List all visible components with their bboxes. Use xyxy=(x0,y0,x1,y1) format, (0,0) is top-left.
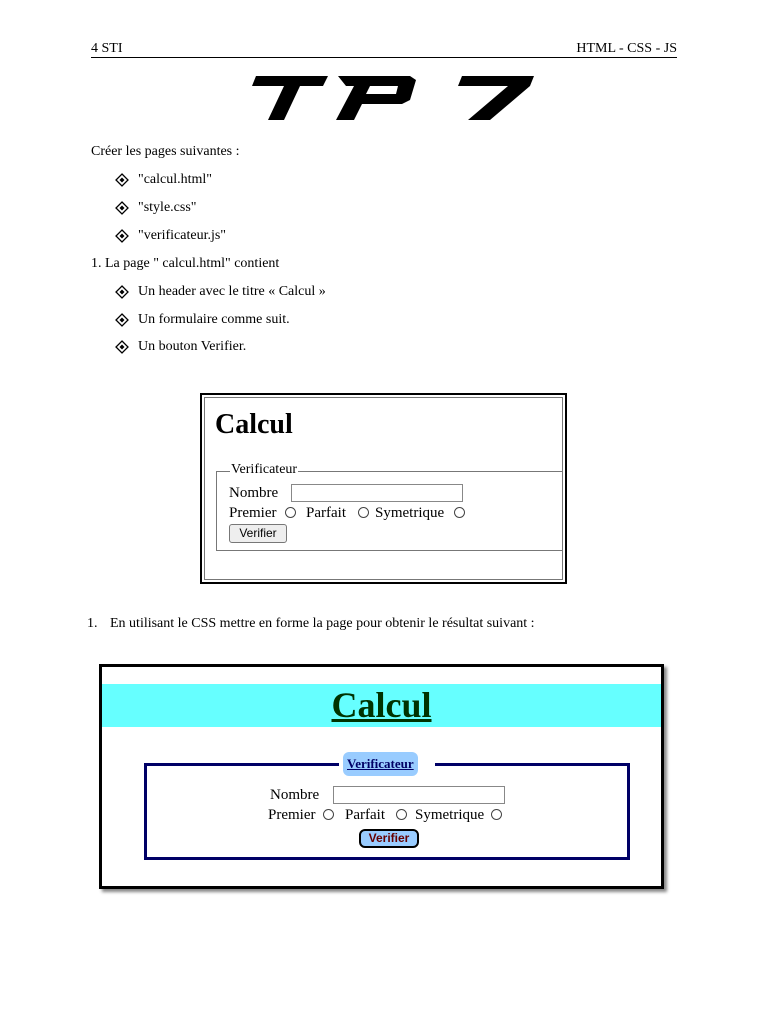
page-heading: Calcul xyxy=(215,409,293,440)
unstyled-page-screenshot xyxy=(200,393,567,584)
nombre-input[interactable] xyxy=(291,484,463,502)
symetrique-radio[interactable] xyxy=(491,809,502,820)
nombre-input[interactable] xyxy=(333,786,505,804)
verificateur-fieldset xyxy=(144,756,630,860)
styled-page-screenshot xyxy=(99,664,664,889)
premier-radio[interactable] xyxy=(285,507,296,518)
step1-text: 1. La page " calcul.html" contient xyxy=(91,256,280,271)
fieldset-legend: Verificateur xyxy=(343,752,418,776)
title-logo xyxy=(250,76,535,120)
parfait-label: Parfait xyxy=(345,807,385,823)
nombre-label: Nombre xyxy=(229,485,279,501)
diamond-bullet-icon xyxy=(115,285,129,299)
header-banner xyxy=(102,684,661,727)
verifier-button[interactable]: Verifier xyxy=(359,829,419,848)
nombre-label: Nombre xyxy=(270,787,320,803)
premier-label: Premier xyxy=(229,505,277,521)
symetrique-label: Symetrique xyxy=(375,505,445,521)
header-left: 4 STI xyxy=(91,41,123,56)
page-header xyxy=(91,40,677,58)
diamond-bullet-icon xyxy=(115,201,129,215)
step2-number: 1. xyxy=(87,616,98,631)
premier-label: Premier xyxy=(268,807,316,823)
symetrique-label: Symetrique xyxy=(415,807,485,823)
fieldset-legend: Verificateur xyxy=(231,462,298,477)
premier-radio[interactable] xyxy=(323,809,334,820)
diamond-bullet-icon xyxy=(115,173,129,187)
symetrique-radio[interactable] xyxy=(454,507,465,518)
verificateur-fieldset xyxy=(216,462,563,551)
diamond-bullet-icon xyxy=(115,313,129,327)
intro-text: Créer les pages suivantes : xyxy=(91,144,240,159)
verifier-button[interactable]: Verifier xyxy=(229,524,287,543)
diamond-bullet-icon xyxy=(115,340,129,354)
page-heading: Calcul xyxy=(331,685,432,725)
parfait-label: Parfait xyxy=(306,505,346,521)
header-right: HTML - CSS - JS xyxy=(576,41,677,56)
step2-text: En utilisant le CSS mettre en forme la page pour obtenir le résultat suivant : xyxy=(110,616,535,631)
parfait-radio[interactable] xyxy=(358,507,369,518)
diamond-bullet-icon xyxy=(115,229,129,243)
parfait-radio[interactable] xyxy=(396,809,407,820)
